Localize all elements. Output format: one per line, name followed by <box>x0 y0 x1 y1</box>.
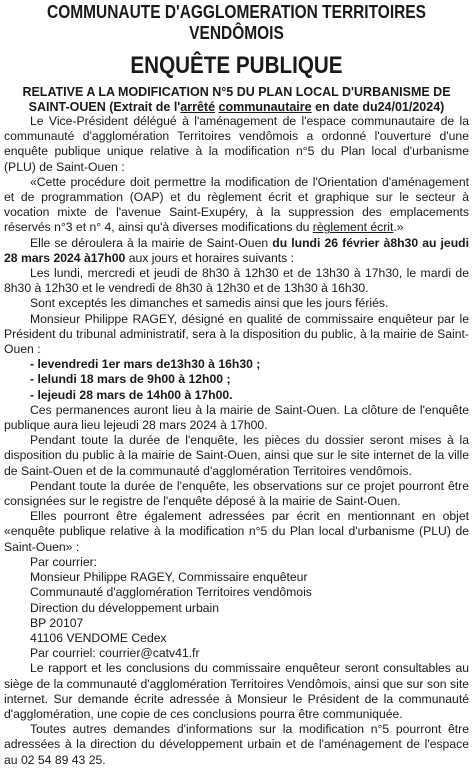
address-recipient: Monsieur Philippe RAGEY, Commissaire enquêteur <box>30 570 308 585</box>
address-city: 41106 VENDOME Cedex <box>30 630 167 645</box>
paragraph-register: Pendant toute la durée de l'enquête, les observations sur ce projet pourront être consignées sur le registre de l'enquête déposé à la mairie de Saint-Ouen. <box>4 478 469 509</box>
procedure-reglement: règlement écrit <box>312 220 394 235</box>
paragraph-report: Le rapport et les conclusions du commissaire enquêteur seront consultables au siège de la communauté d'agglomération Territoires Vendômois, ainsi que sur son site internet. Sur demande écrite adressée à Monsieur le Président de la communauté d'agglomération, une copie de ces conclusions pourra être communiquée. <box>4 661 469 721</box>
subtitle-date: en date du24/01/2024) <box>311 99 445 114</box>
paragraph-intro: Le Vice-Président délégué à l'aménagement de l'espace communautaire de la communauté d'agglomération Territoires vendômois a ordonné l'ouverture d'une enquête publique unique relative à la modification n°5 du Plan local d'urbanisme (PLU) de Saint-Ouen : <box>4 114 469 174</box>
notice-subtitle <box>4 85 469 114</box>
address-organization: Communauté d'agglomération Territoires vendômois <box>30 585 312 600</box>
permanence-1: - levendredi 1er mars de13h30 à 16h30 ; <box>30 357 261 372</box>
paragraph-commissioner: Monsieur Philippe RAGEY, désigné en qualité de commissaire enquêteur par le Président du tribunal administratif, sera à la disposition du public, à la mairie de Saint-Ouen : <box>4 311 469 357</box>
paragraph-closure: Ces permanences auront lieu à la mairie de Saint-Ouen. La clôture de l'enquête publique aura lieu lejeudi 28 mars 2024 à 17h00. <box>4 402 469 433</box>
notice-body <box>4 114 469 768</box>
org-name-line2: VENDÔMOIS <box>189 23 284 43</box>
paragraph-written: Elles pourront être également adressées par écrit en mentionnant en objet «enquête publique relative à la modification n°5 du Plan local d'urbanisme (PLU) de Saint-Ouen» : <box>4 509 469 554</box>
address-department: Direction du développement urbain <box>30 600 220 615</box>
dates-range: du lundi 26 février à8h30 au jeudi 28 mars 2024 à17h00 <box>4 235 469 265</box>
paragraph-dates <box>4 236 469 266</box>
paragraph-documents: Pendant toute la durée de l'enquête, les pièces du dossier seront mises à la disposition du public à la mairie de Saint-Ouen, ainsi que sur le site internet de la ville de Saint-Ouen et de la communauté d'agglomération Territoires vendômois. <box>4 433 469 478</box>
paragraph-exceptions: Sont exceptés les dimanches et samedis ainsi que les jours fériés. <box>30 296 389 311</box>
permanence-2: - lelundi 18 mars de 9h00 à 12h00 ; <box>30 372 231 387</box>
subtitle-communautaire: communautaire <box>218 99 312 114</box>
address-po-box: BP 20107 <box>30 615 84 630</box>
address-by-mail: Par courrier: <box>30 554 98 569</box>
dates-post: aux jours et horaires suivants : <box>125 250 294 265</box>
dates-pre: Elle se déroulera à la mairie de Saint-Ouen <box>30 235 273 250</box>
notice-title: ENQUÊTE PUBLIQUE <box>130 52 343 79</box>
subtitle-line2 <box>4 100 469 115</box>
paragraph-hours: Les lundi, mercredi et jeudi de 8h30 à 12h30 et de 13h30 à 17h30, le mardi de 8h30 à 12h30 et le vendredi de 8h30 à 12h30 et de 13h30 à 16h30. <box>4 266 469 296</box>
subtitle-line1: RELATIVE A LA MODIFICATION N°5 DU PLAN LOCAL D'URBANISME DE <box>22 85 451 99</box>
procedure-end: .» <box>393 220 404 235</box>
paragraph-procedure <box>4 175 469 236</box>
org-name-line1: COMMUNAUTE D'AGGLOMERATION TERRITOIRES <box>47 2 426 22</box>
paragraph-contact: Toutes autres demandes d'informations sur la modification n°5 pourront être adressées à la direction du développement urbain et de l'aménagement de l'espace au 02 54 89 43 25. <box>4 722 469 767</box>
procedure-text: «Cette procédure doit permettre la modification de l'Orientation d'aménagement et de programmation (OAP) et du règlement écrit et graphique sur le secteur à vocation mixte de l'avenue Saint-Exupéry, à la suppression des emplacements réservés n°3 et n° 4, ainsi qu'à diverses modifications du <box>4 174 469 235</box>
address-email: Par courriel: courrier@catv41.fr <box>30 646 200 661</box>
subtitle-line2-pre: SAINT-OUEN (Extrait de l' <box>28 99 181 114</box>
permanence-3: - lejeudi 28 mars de 14h00 à 17h00. <box>30 387 233 402</box>
subtitle-arrete: arrêté <box>180 99 216 114</box>
